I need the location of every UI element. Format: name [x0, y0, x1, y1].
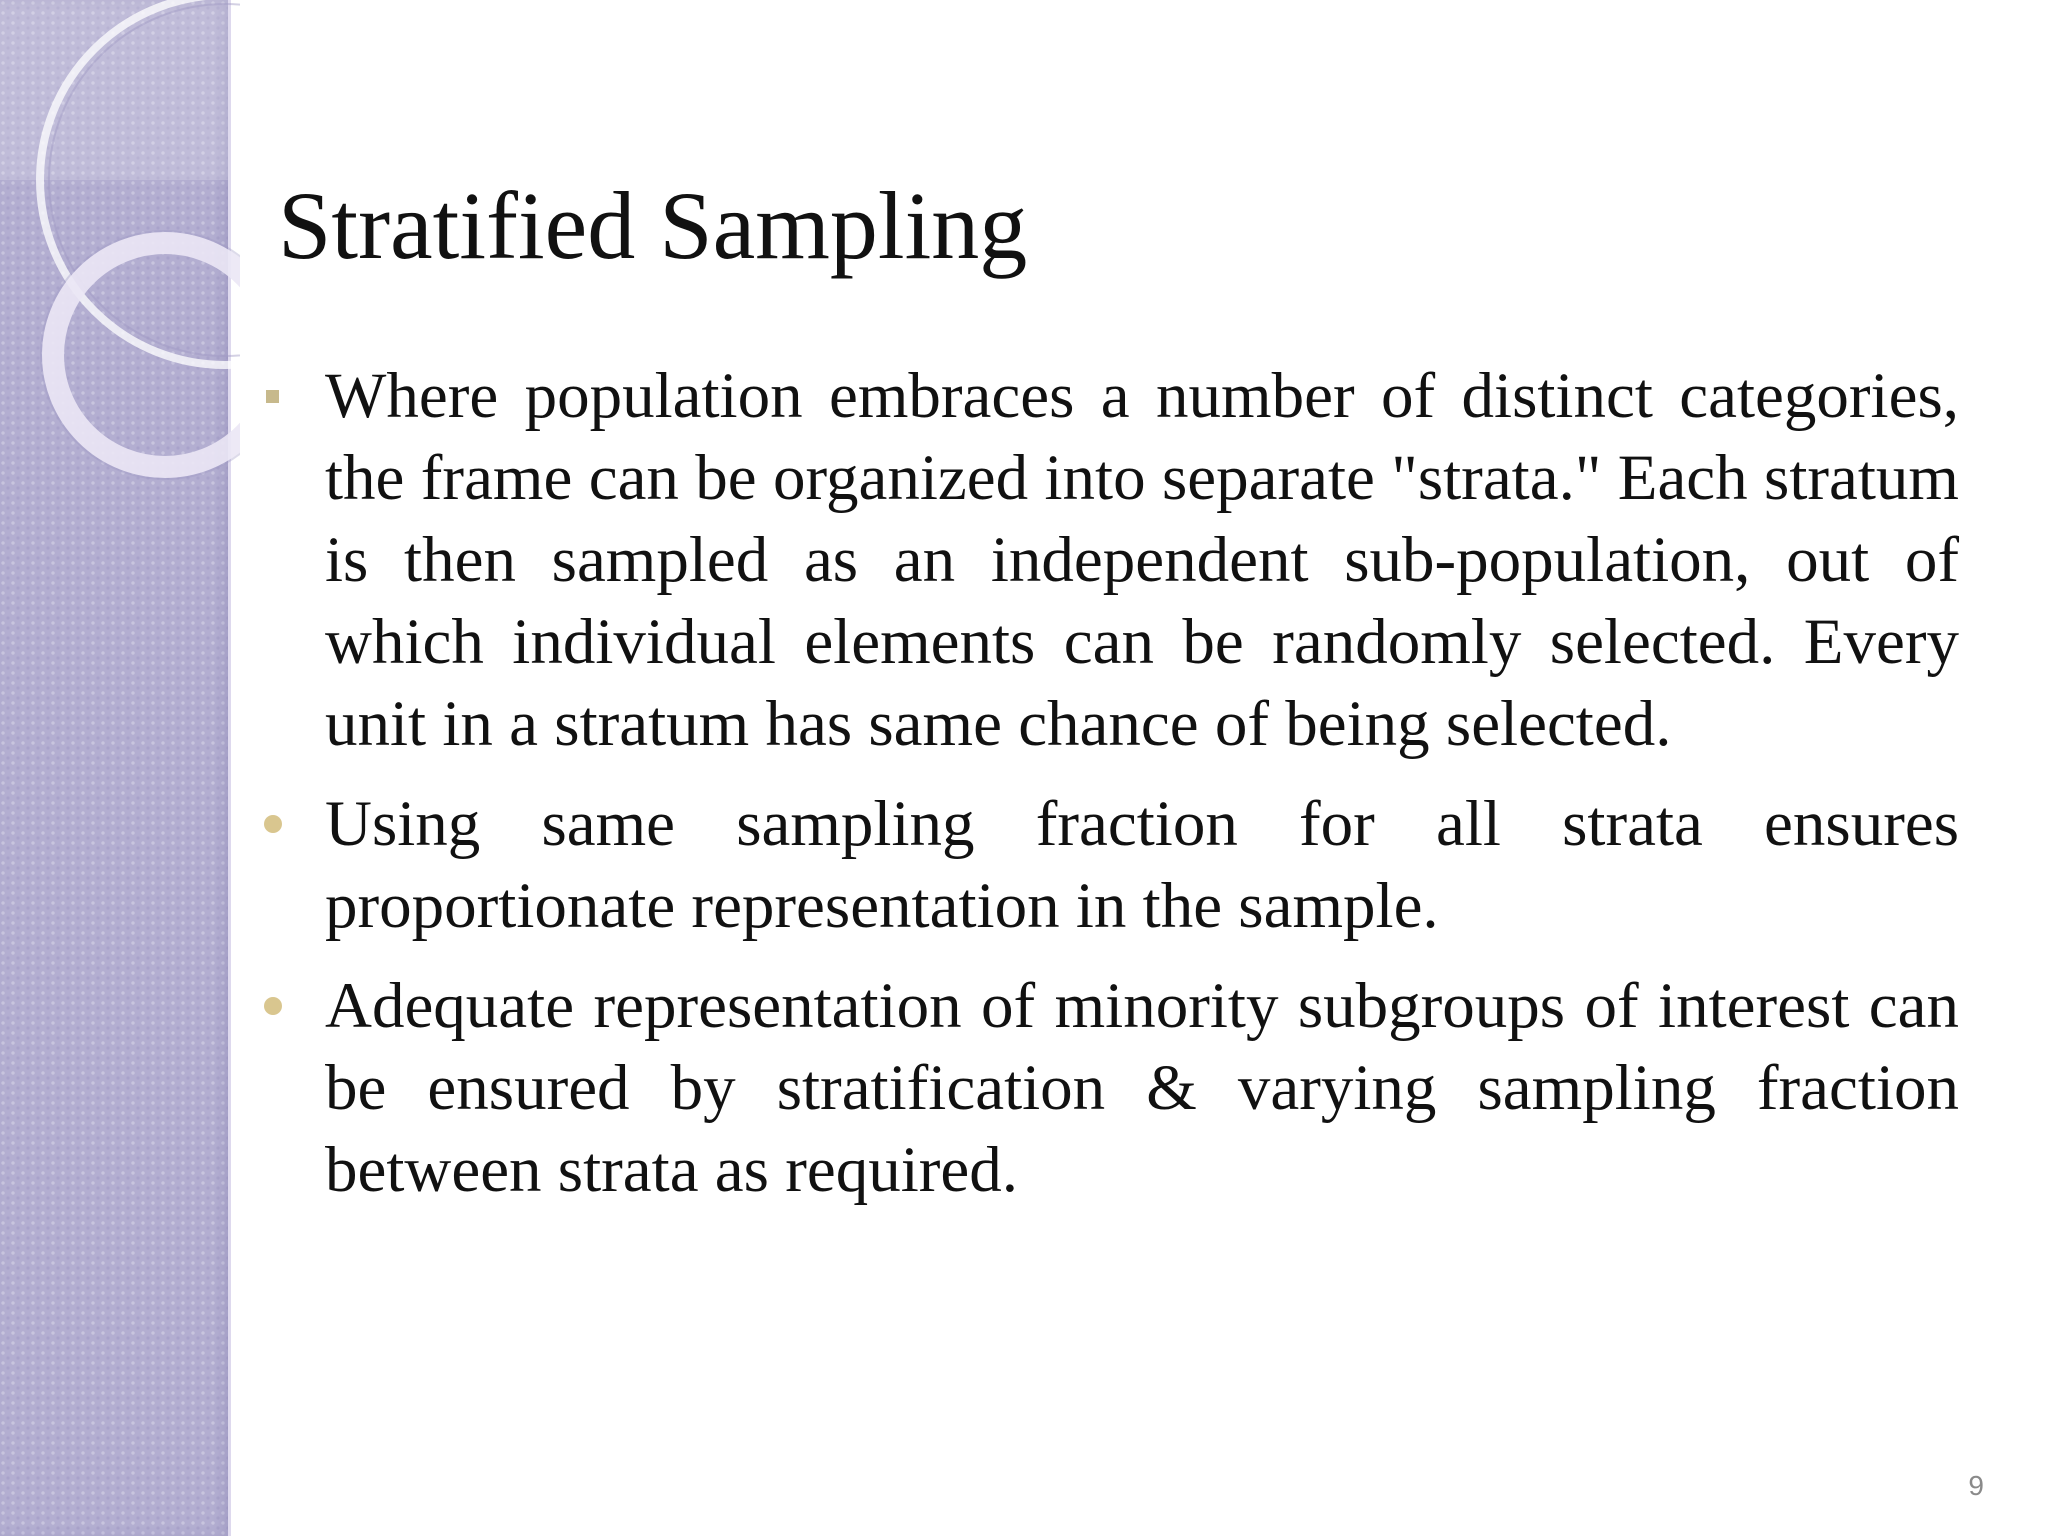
bullet-text: Adequate representation of minority subgroups of interest can be ensured by stratification & varying sampling fraction between strata as required. [325, 970, 1959, 1206]
page-number: 9 [1968, 1470, 1984, 1501]
bullet-list [325, 355, 1959, 1211]
round-bullet-icon [264, 815, 282, 833]
bullet-text: Where population embraces a number of distinct categories, the frame can be organized into separate "strata." Each stratum is then sampled as an independent sub-population, out of which individual elements can be randomly selected. Every unit in a stratum has same chance of being selected. [325, 360, 1959, 760]
round-bullet-icon [264, 997, 282, 1015]
decorative-side-panel [0, 0, 231, 1536]
bullet-item [325, 965, 1959, 1211]
bullet-text: Using same sampling fraction for all strata ensures proportionate representation in the sample. [325, 788, 1959, 942]
slide-title: Stratified Sampling [278, 172, 1028, 279]
bullet-item [325, 355, 1959, 765]
bullet-item [325, 783, 1959, 947]
square-bullet-icon [266, 390, 279, 403]
